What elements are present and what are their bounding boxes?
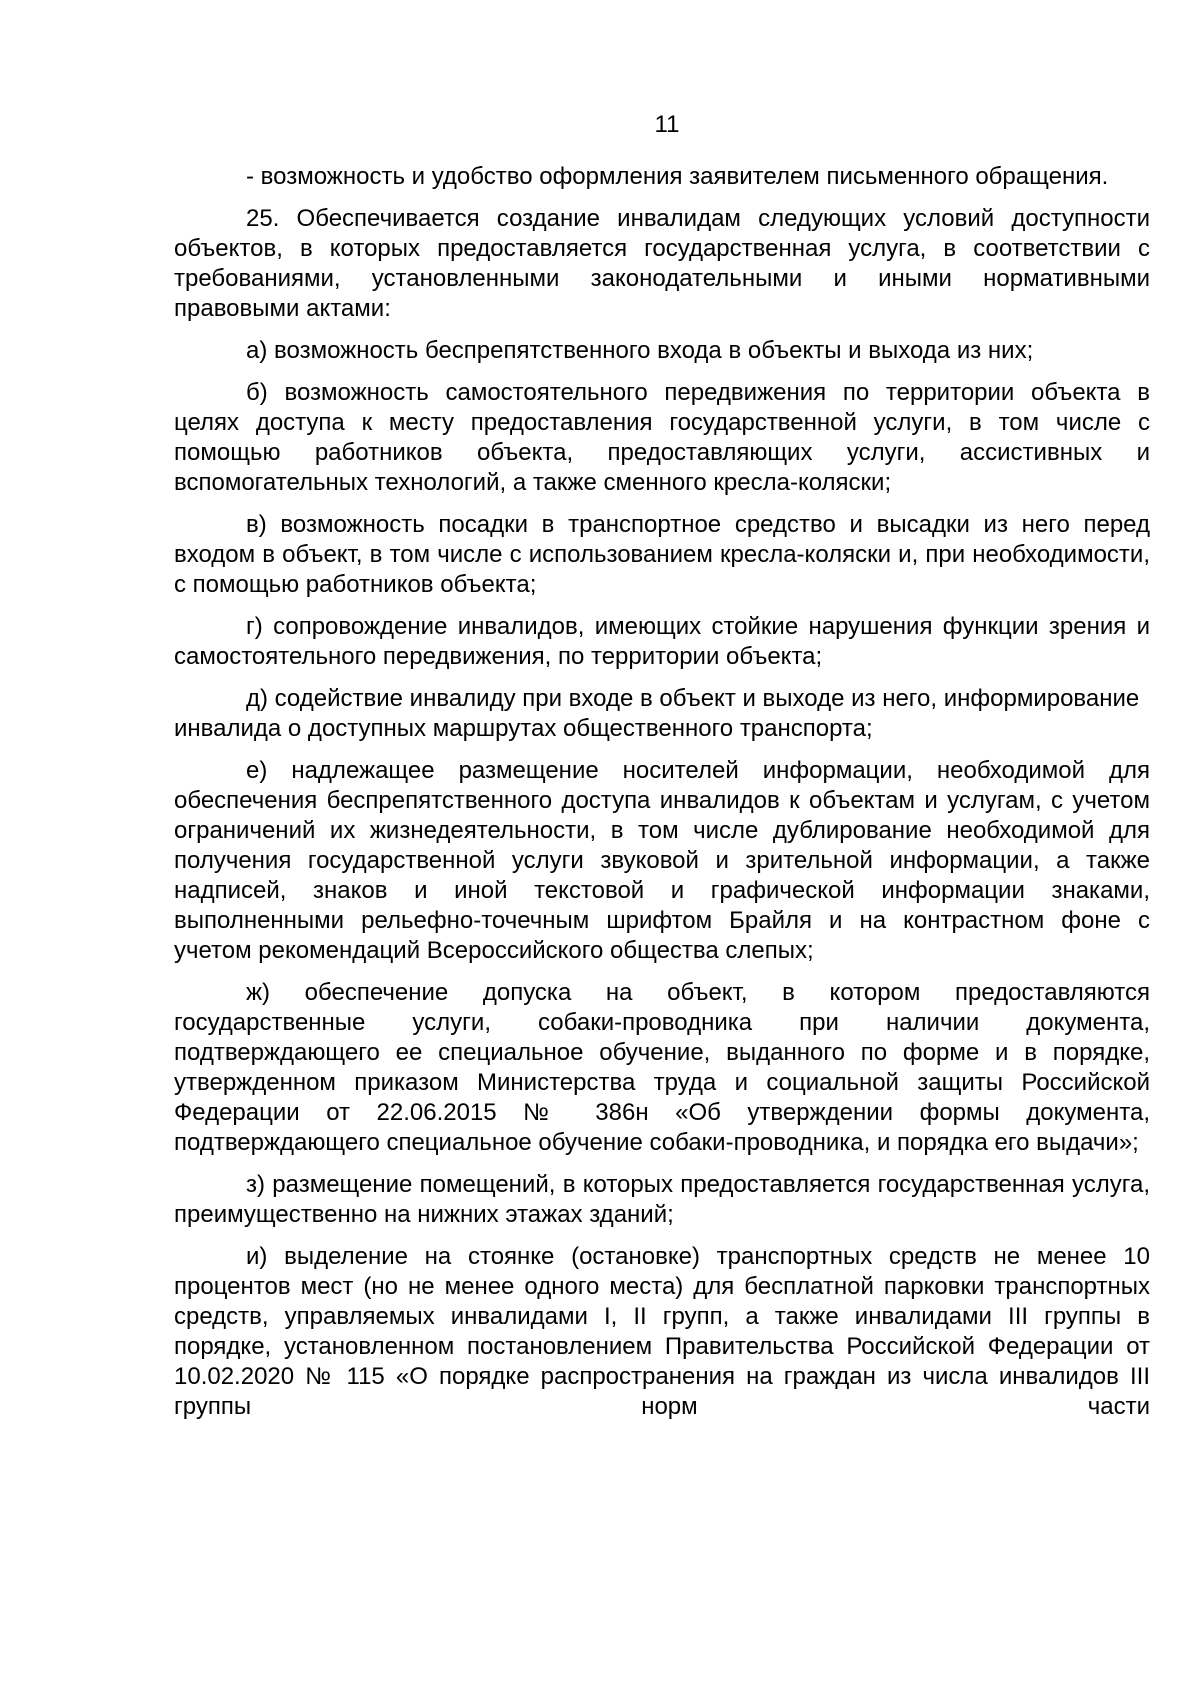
paragraph-a: а) возможность беспрепятственного входа в объекты и выхода из них; <box>246 337 1034 364</box>
paragraph-g: г) сопровождение инвалидов, имеющих стойкие нарушения функции зрения и самостоятельного передвижения, по территории объекта; <box>174 613 1150 670</box>
page-number: 11 <box>654 111 680 138</box>
paragraph-zh: ж) обеспечение допуска на объект, в котором предоставляются государственные услуги, собаки-проводника при наличии документа, подтверждающего ее специальное обучение, выданного по форме и в порядке, утвержденном приказом Министерства труда и социальной защиты Российской Федерации от 22.06.2015 № 386н «Об утверждении формы документа, подтверждающего специальное обучение собаки-проводника, и порядка его выдачи»; <box>174 979 1150 1156</box>
paragraph-application-ease: - возможность и удобство оформления заявителем письменного обращения. <box>246 163 1109 190</box>
paragraph-v: в) возможность посадки в транспортное средство и высадки из него перед входом в объект, в том числе с использованием кресла-коляски и, при необходимости, с помощью работников объекта; <box>174 511 1150 598</box>
paragraph-b: б) возможность самостоятельного передвижения по территории объекта в целях доступа к месту предоставления государственной услуги, в том числе с помощью работников объекта, предоставляющих услуги, ассистивных и вспомогательных технологий, а также сменного кресла-коляски; <box>174 379 1150 496</box>
paragraph-d: д) содействие инвалиду при входе в объект и выходе из него, информирование инвалида о доступных маршрутах общественного транспорта; <box>174 685 1140 742</box>
document-page <box>174 110 1150 1434</box>
paragraph-25-intro: 25. Обеспечивается создание инвалидам следующих условий доступности объектов, в которых предоставляется государственная услуга, в соответствии с требованиями, установленными законодательными и иными нормативными правовыми актами: <box>174 205 1150 322</box>
paragraph-e: е) надлежащее размещение носителей информации, необходимой для обеспечения беспрепятственного доступа инвалидов к объектам и услугам, с учетом ограничений их жизнедеятельности, в том числе дублирование необходимой для получения государственной услуги звуковой и зрительной информации, а также надписей, знаков и иной текстовой и графической информации знаками, выполненными рельефно-точечным шрифтом Брайля и на контрастном фоне с учетом рекомендаций Всероссийского общества слепых; <box>174 757 1150 964</box>
paragraph-z: з) размещение помещений, в которых предоставляется государственная услуга, преимущественно на нижних этажах зданий; <box>174 1171 1150 1228</box>
paragraph-i: и) выделение на стоянке (остановке) транспортных средств не менее 10 процентов мест (но не менее одного места) для бесплатной парковки транспортных средств, управляемых инвалидами I, II групп, а также инвалидами III группы в порядке, установленном постановлением Правительства Российской Федерации от 10.02.2020 № 115 «О порядке распространения на граждан из числа инвалидов III группы норм части <box>174 1243 1150 1420</box>
